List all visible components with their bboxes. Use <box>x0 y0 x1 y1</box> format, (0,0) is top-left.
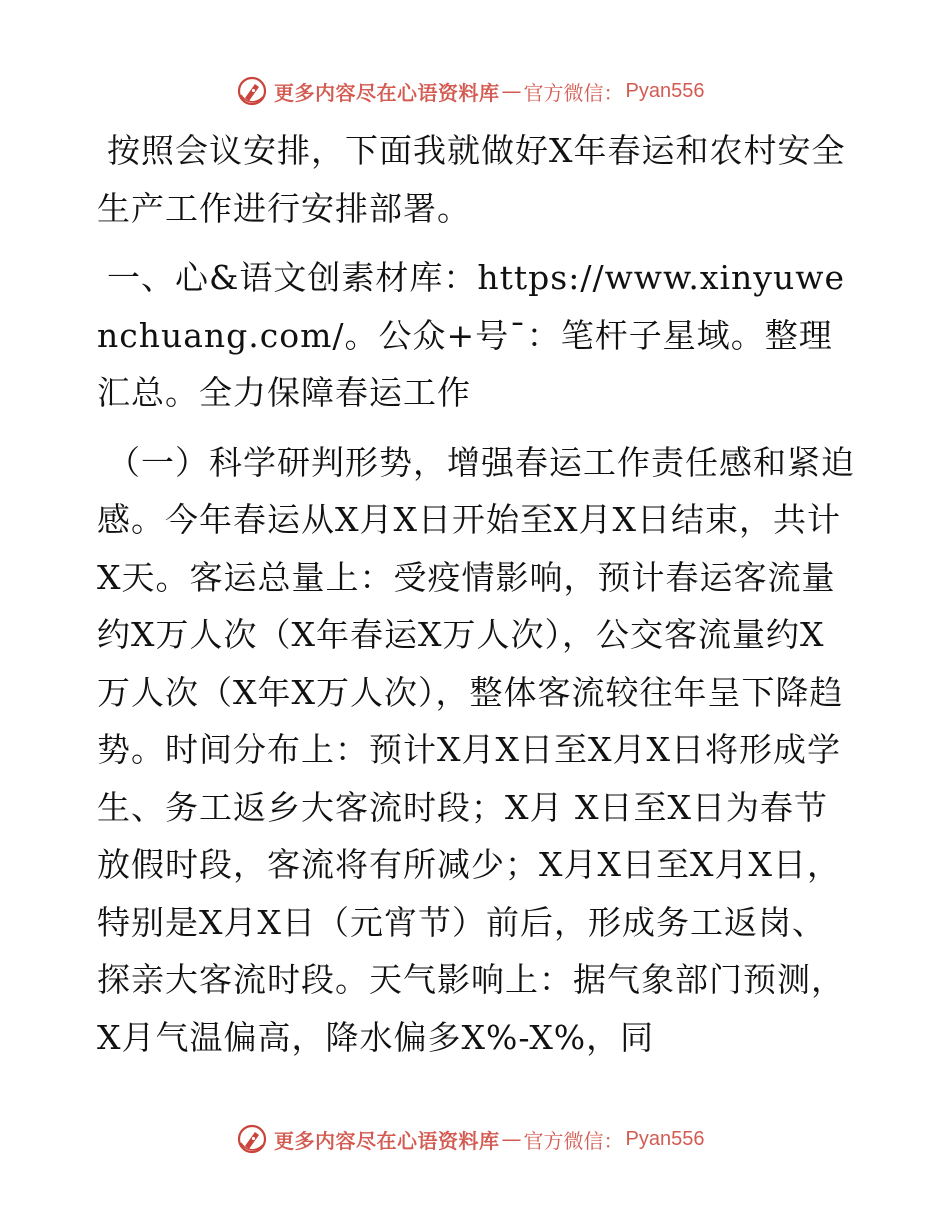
footer-banner <box>236 1122 704 1156</box>
document-body <box>97 122 857 1078</box>
header-banner-title: 更多内容尽在心语资料库 <box>274 80 500 105</box>
header-banner-official-label: 官方微信： <box>523 80 624 105</box>
footer-banner-official-label: 官方微信： <box>523 1128 624 1153</box>
header-banner-dash: — <box>501 79 522 103</box>
paragraph-subsection-one: （一）科学研判形势，增强春运工作责任感和紧迫感。今年春运从X月X日开始至X月X日结束，共计X天。客运总量上：受疫情影响，预计春运客流量约X万人次（X年春运X万人次），公交客流量约X万人次（X年X万人次），整体客流较往年呈下降趋势。时间分布上：预计X月X日至X月X日将形成学生、务工返乡大客流时段；X月 X日至X日为春节放假时段，客流将有所减少；X月X日至X月X日，特别是X月X日（元宵节）前后，形成务工返岗、探亲大客流时段。天气影响上：据气象部门预测，X月气温偏高，降水偏多X%-X%，同 <box>97 442 855 1057</box>
paragraph-section-one-heading: 一、心&语文创素材库：https://www.xinyuwenchuang.com/。公众+号¯：笔杆子星域。整理汇总。全力保障春运工作 <box>97 258 845 412</box>
header-banner-account: Pyan556 <box>625 79 705 102</box>
footer-banner-account: Pyan556 <box>625 1127 705 1150</box>
footer-banner-dash: — <box>501 1127 522 1151</box>
header-banner <box>236 74 704 108</box>
footer-banner-title: 更多内容尽在心语资料库 <box>274 1128 500 1153</box>
pen-nib-circle-icon <box>236 75 268 107</box>
pen-nib-circle-icon <box>236 1123 268 1155</box>
paragraph-intro: 按照会议安排，下面我就做好X年春运和农村安全生产工作进行安排部署。 <box>97 131 846 228</box>
